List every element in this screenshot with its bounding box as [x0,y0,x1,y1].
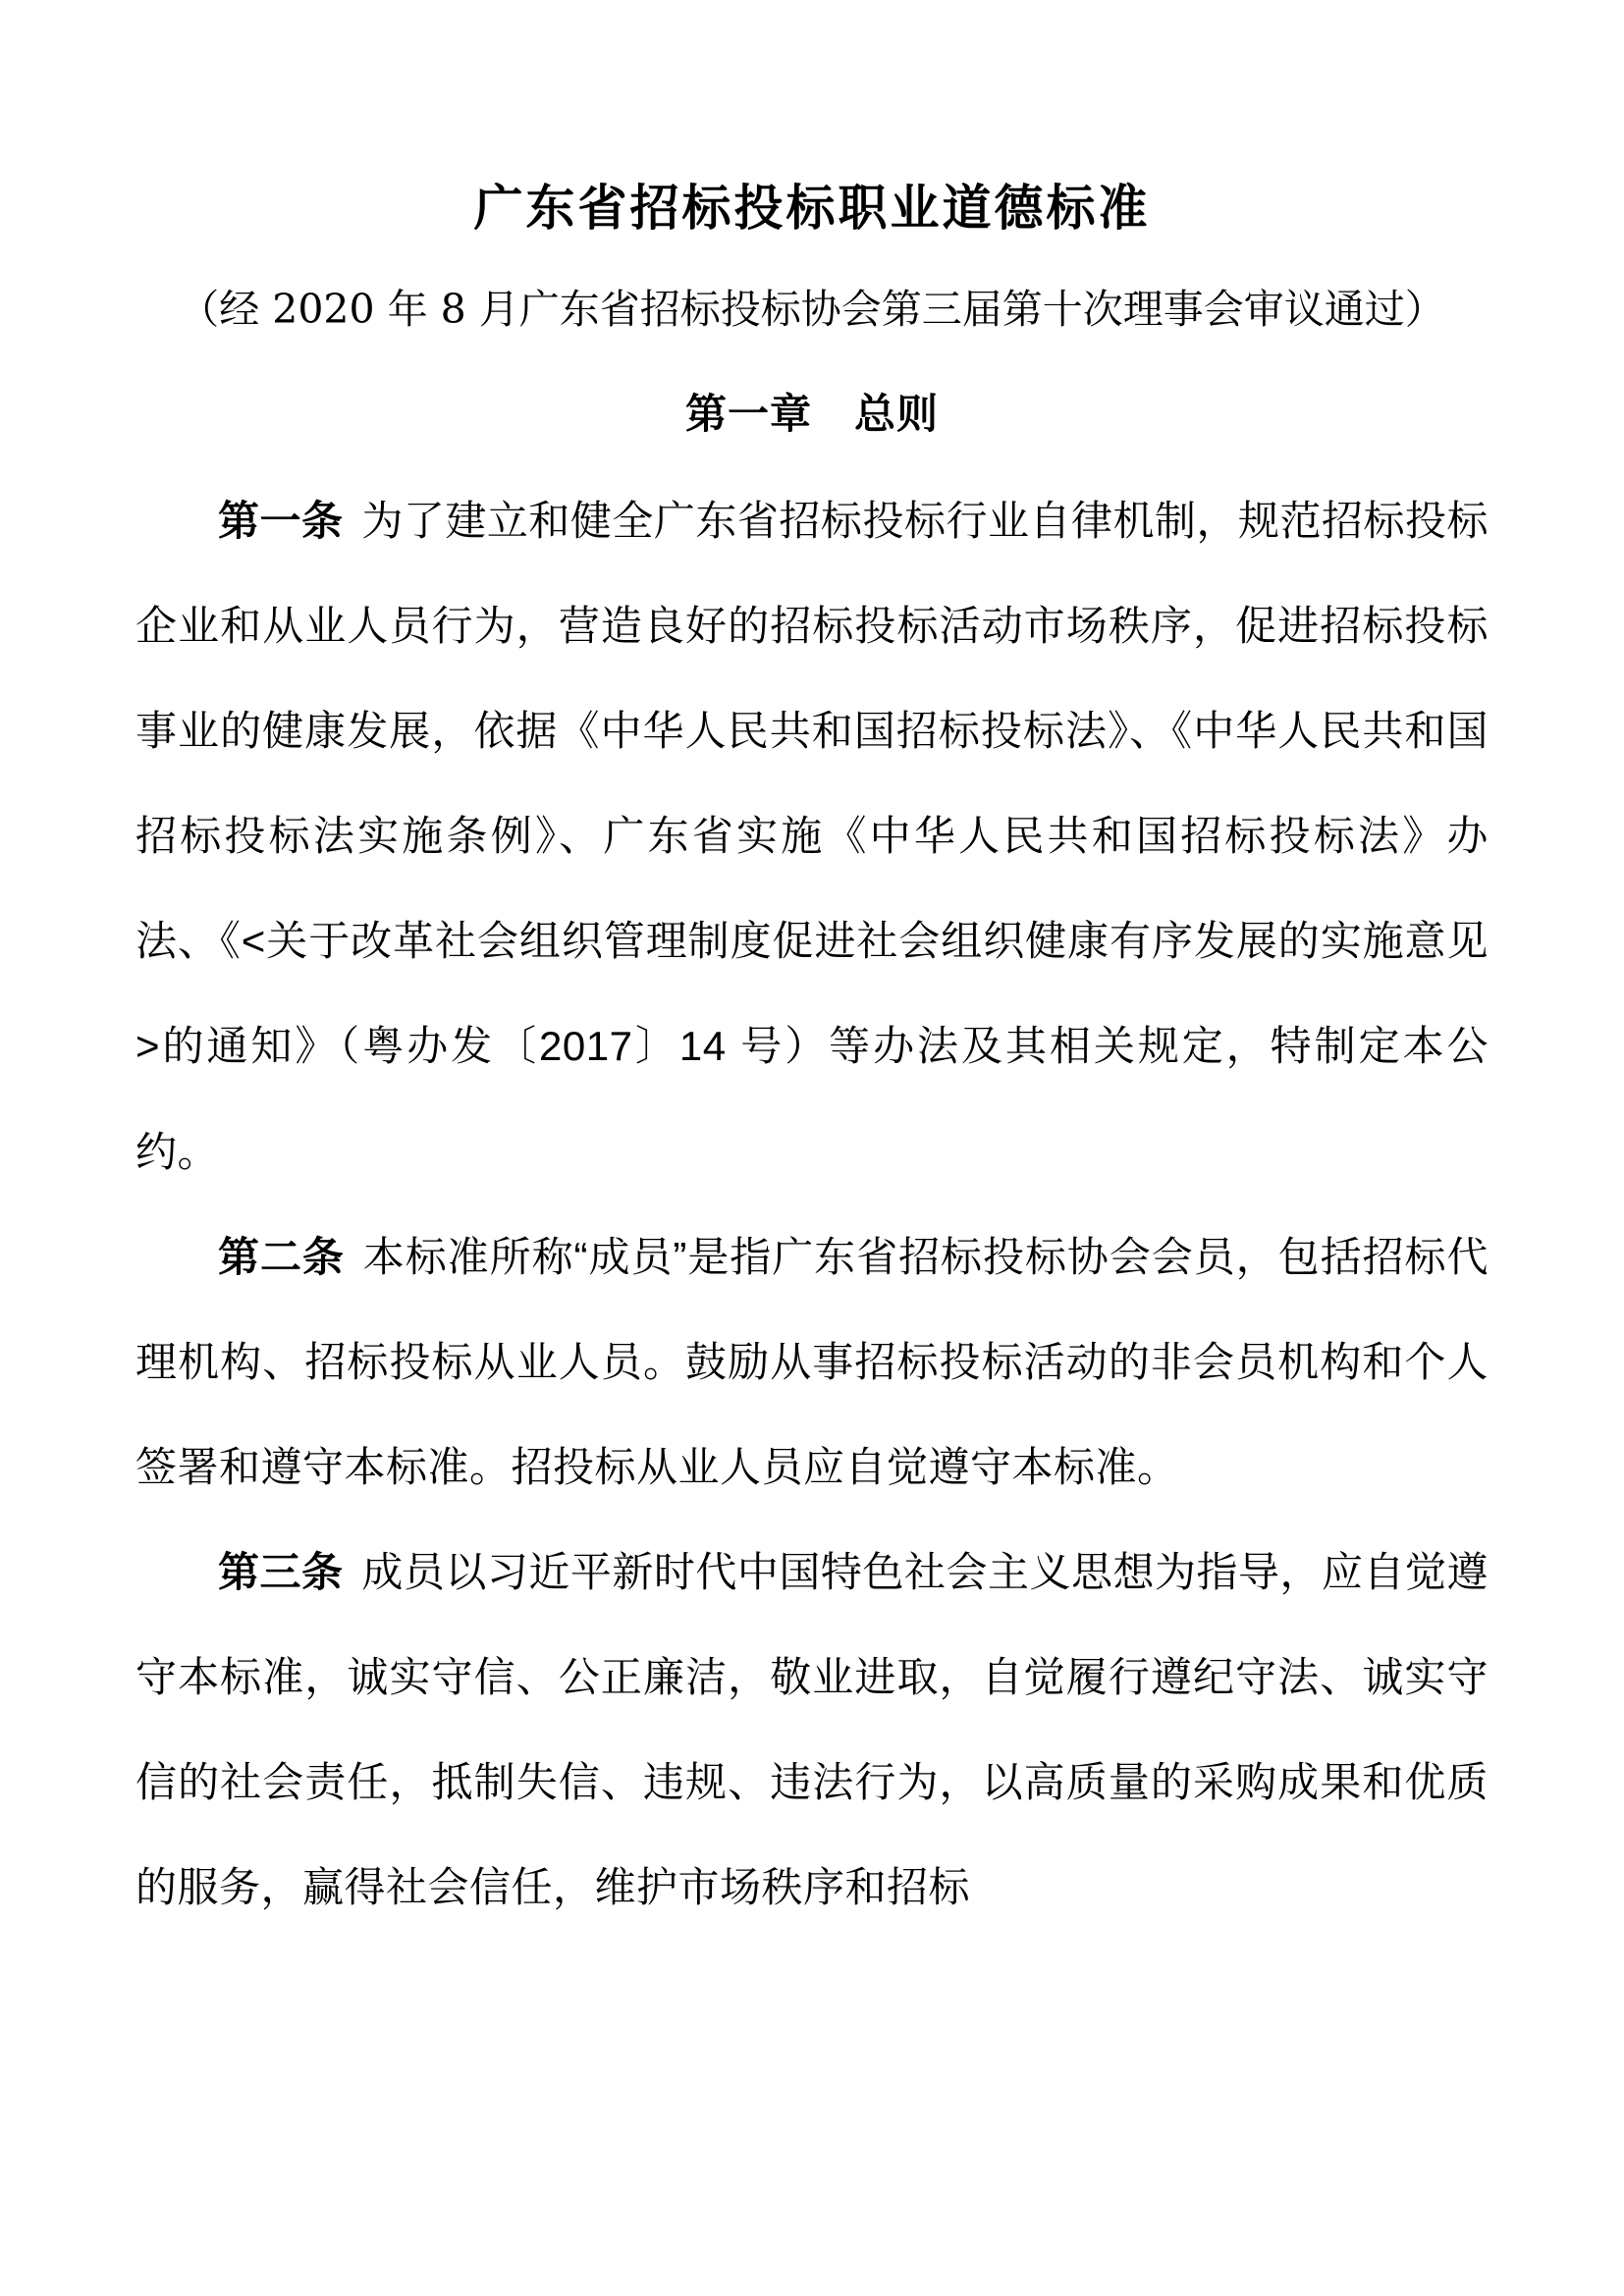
article-1-label: 第一条 [218,498,344,544]
article-2-label: 第二条 [218,1233,345,1280]
article-3-text: 成员以习近平新时代中国特色社会主义思想为指导，应自觉遵守本标准，诚实守信、公正廉洁，敬业进取，自觉履行遵纪守法、诚实守信的社会责任，抵制失信、违规、违法行为，以高质量的采购成果和优质的服务，赢得社会信任，维护市场秩序和招标 [135,1548,1489,1911]
document-subtitle: （经 2020 年 8 月广东省招标投标协会第三届第十次理事会审议通过） [179,286,1445,333]
chapter-heading: 第一章 总则 [684,391,939,437]
article-3-label: 第三条 [218,1548,344,1595]
article-1-text: 为了建立和健全广东省招标投标行业自律机制，规范招标投标企业和从业人员行为，营造良好的招标投标活动市场秩序，促进招标投标事业的健康发展，依据《中华人民共和国招标投标法》、《中华人民共和国招标投标法实施条例》、广东省实施《中华人民共和国招标投标法》办法、《<关于改革社会组织管理制度促进社会组织健康有序发展的实施意见>的通知》（粤办发〔2017〕14 号）等办法及其相关规定，特制定本公约。 [135,498,1489,1175]
article-2-text: 本标准所称“成员”是指广东省招标投标协会会员，包括招标代理机构、招标投标从业人员。鼓励从事招标投标活动的非会员机构和个人签署和遵守本标准。招投标从业人员应自觉遵守本标准。 [135,1233,1489,1490]
article-paragraph-1 [135,468,1489,1204]
article-paragraph-3 [135,1520,1489,1940]
article-paragraph-2 [135,1204,1489,1520]
page-title: 广东省招标投标职业道德标准 [473,181,1151,236]
